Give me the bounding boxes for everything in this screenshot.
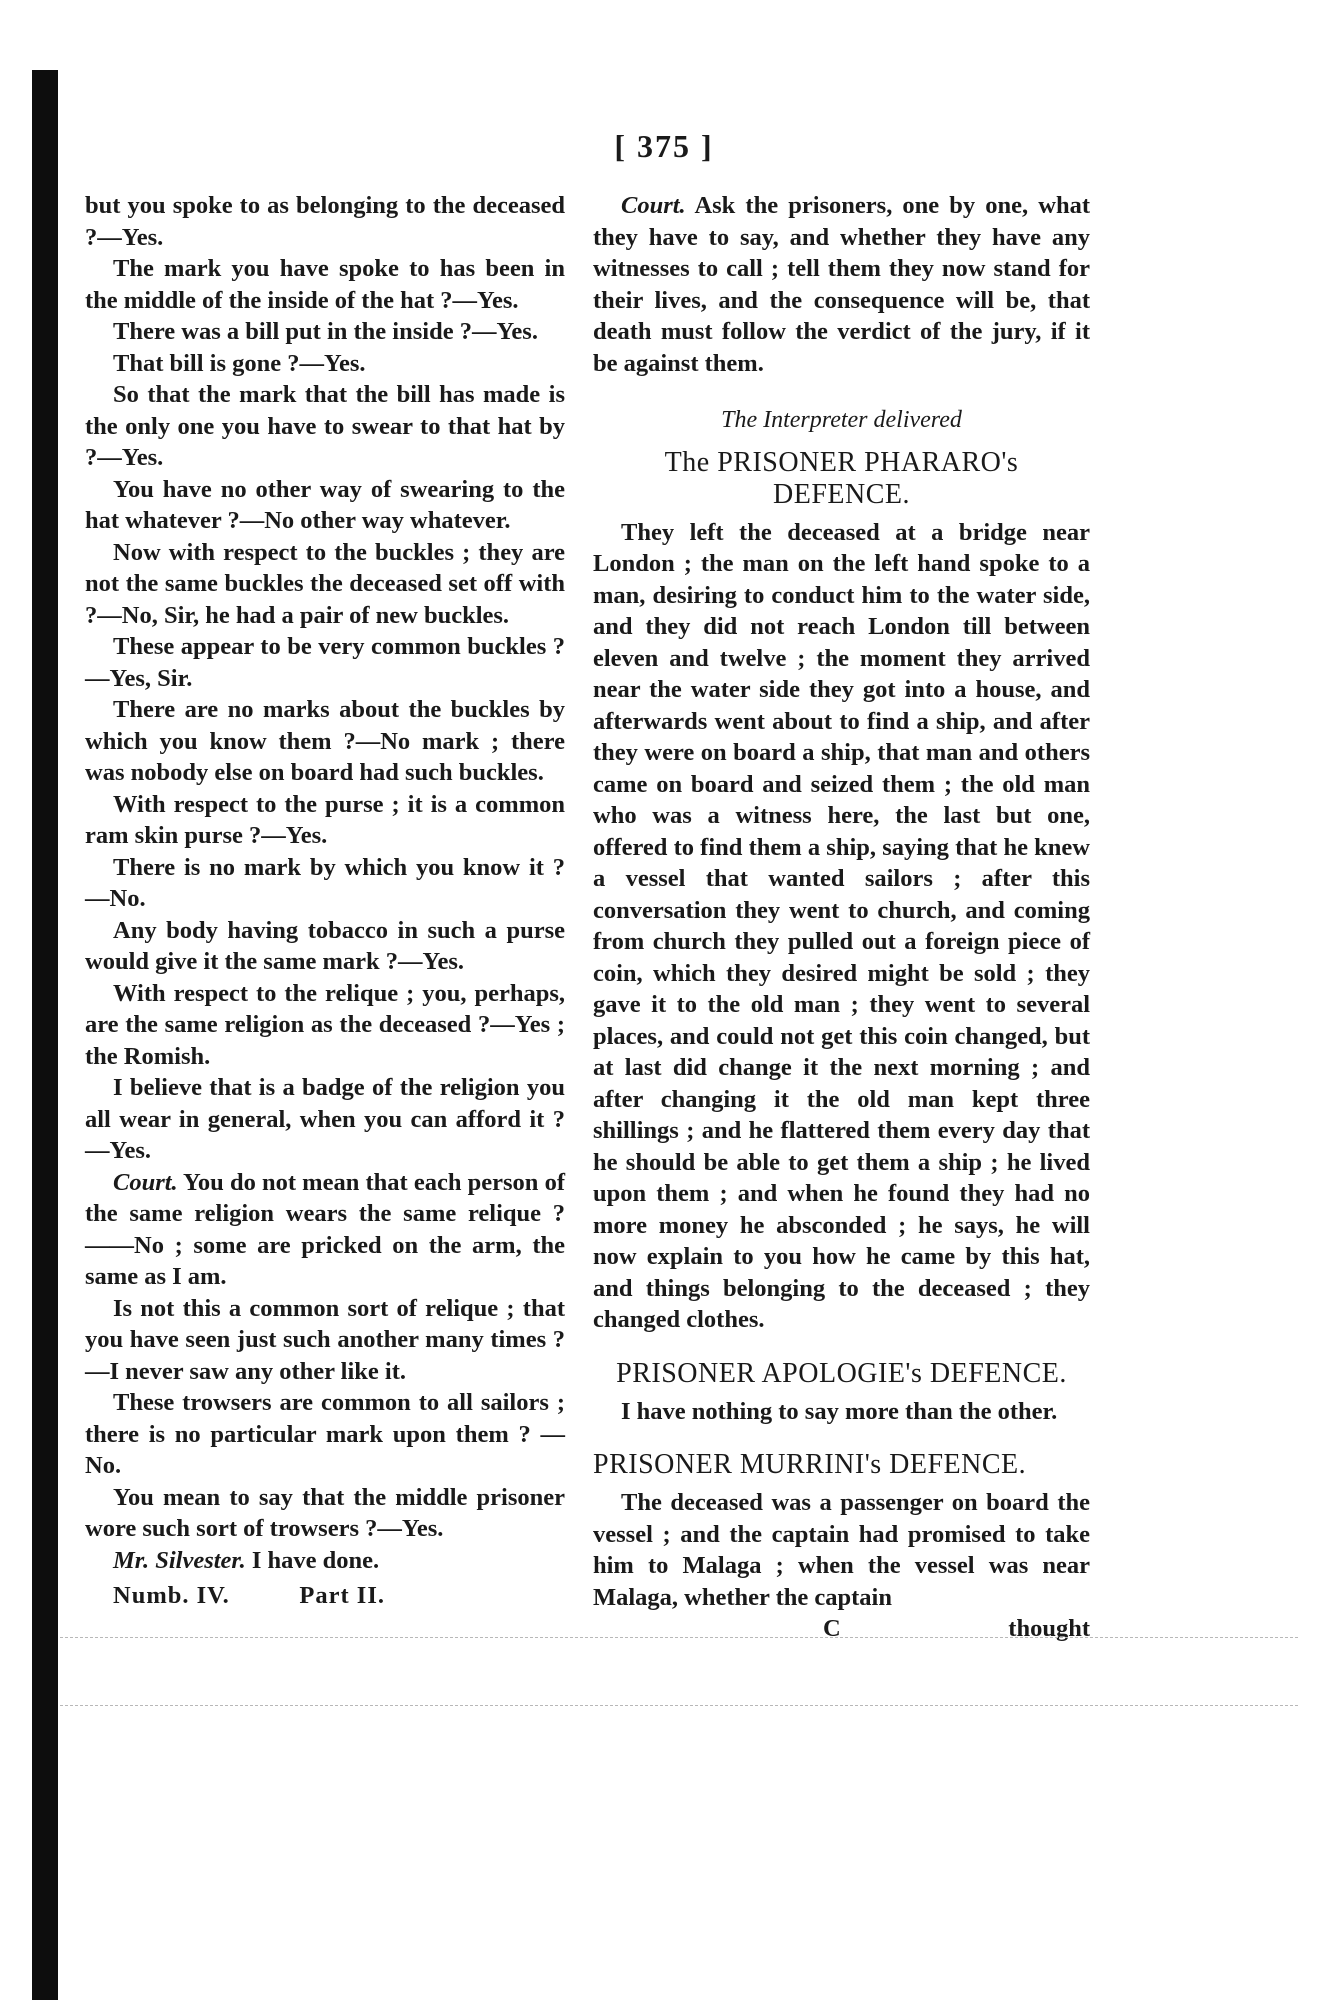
paragraph: but you spoke to as belonging to the deceased ?—Yes. (85, 192, 565, 251)
paragraph: With respect to the relique ; you, perhaps, are the same religion as the deceased ?—Yes ; the Romish. (85, 979, 565, 1070)
paragraph: These appear to be very common buckles ?—Yes, Sir. (85, 633, 565, 692)
paragraph: With respect to the purse ; it is a common ram skin purse ?—Yes. (85, 790, 565, 849)
left-column (85, 190, 565, 1612)
paragraph: They left the deceased at a bridge near London ; the man on the left hand spoke to a man, desiring to conduct him to the water side, and they did not reach London till between eleven and twelve ; the moment they arrived near the water side they got into a house, and afterwards went about to find a ship, and after they were on board a ship, that man and others came on board and seized them ; the old man who was a witness here, the last but one, offered to find them a ship, saying that he knew a vessel that wanted sailors ; after this conversation they went to church, and coming from church they pulled out a foreign piece of coin, which they desired might be sold ; they gave it to the old man ; they went to several places, and could not get this coin changed, but at last did change it the next morning ; and after changing it the old man kept three shillings ; and he flattered them every day that he should be able to get them a ship ; he lived upon them ; and when he found they had no more money he absconded ; he says, he will now explain to you how he came by this hat, and things belonging to the deceased ; they changed clothes. (593, 518, 1090, 1333)
right-column (593, 190, 1090, 1645)
page-divider (60, 1637, 1298, 1638)
paragraph-text: Ask the prisoners, one by one, what they have to say, and whether they have any witnesses to call ; tell them they now stand for their lives, and the consequence will be, that death must follow the verdict of the jury, if it be against them. (593, 192, 1090, 377)
interpreter-note: The Interpreter delivered (721, 407, 962, 433)
paragraph: Any body having tobacco in such a purse would give it the same mark ?—Yes. (85, 916, 565, 975)
speaker-label: Court. (113, 1168, 178, 1196)
page-number: [ 375 ] (614, 128, 714, 164)
paragraph: I have nothing to say more than the other. (621, 1397, 1058, 1425)
paragraph: These trowsers are common to all sailors ; there is no particular mark upon them ? —No. (85, 1389, 565, 1479)
book-spine-shadow (32, 70, 58, 2000)
signature-line (85, 1580, 565, 1612)
paragraph: The mark you have spoke to has been in the middle of the inside of the hat ?—Yes. (85, 255, 565, 314)
speaker-label: Mr. Silvester. (113, 1546, 246, 1574)
paragraph: Now with respect to the buckles ; they are not the same buckles the deceased set off with ?—No, Sir, he had a pair of new buckles. (85, 538, 565, 629)
page-divider (60, 1705, 1298, 1706)
speaker-label: Court. (621, 192, 686, 219)
paragraph: Is not this a common sort of relique ; that you have seen just such another many times ?—I never saw any other like it. (85, 1294, 565, 1385)
signature-number: Numb. IV. (113, 1582, 230, 1609)
paragraph (85, 1545, 565, 1577)
section-heading: PRISONER MURRINI's DEFENCE. (593, 1449, 1027, 1480)
paragraph: There was a bill put in the inside ?—Yes. (113, 318, 538, 345)
paragraph: The deceased was a passenger on board the vessel ; and the captain had promised to take him to Malaga ; when the vessel was near Malaga, whether the captain (593, 1489, 1090, 1611)
section-heading: The PRISONER PHARARO's DEFENCE. (664, 446, 1019, 510)
paragraph-text: You do not mean that each person of the same religion wears the same relique ?——No ; some are pricked on the arm, the same as I am. (85, 1168, 565, 1290)
signature-letter: C (823, 1615, 841, 1642)
paragraph-text: I have done. (245, 1546, 380, 1574)
catchword: thought (1008, 1615, 1090, 1642)
paragraph: So that the mark that the bill has made is the only one you have to swear to that hat by ?—Yes. (85, 381, 565, 471)
paragraph: I believe that is a badge of the religion you all wear in general, when you can afford it ?—Yes. (85, 1074, 565, 1164)
paragraph: You have no other way of swearing to the hat whatever ?—No other way whatever. (85, 475, 565, 534)
section-heading: PRISONER APOLOGIE's DEFENCE. (616, 1357, 1067, 1389)
paragraph: There is no mark by which you know it ?—No. (85, 853, 565, 912)
court-paragraph (593, 190, 1090, 379)
paragraph: That bill is gone ?—Yes. (113, 349, 366, 377)
paragraph (85, 1167, 565, 1293)
paragraph: You mean to say that the middle prisoner wore such sort of trowsers ?—Yes. (85, 1483, 565, 1542)
signature-part: Part II. (299, 1582, 385, 1609)
paragraph: There are no marks about the buckles by which you know them ?—No mark ; there was nobody else on board had such buckles. (85, 696, 565, 786)
catchword-line (593, 1613, 1090, 1645)
